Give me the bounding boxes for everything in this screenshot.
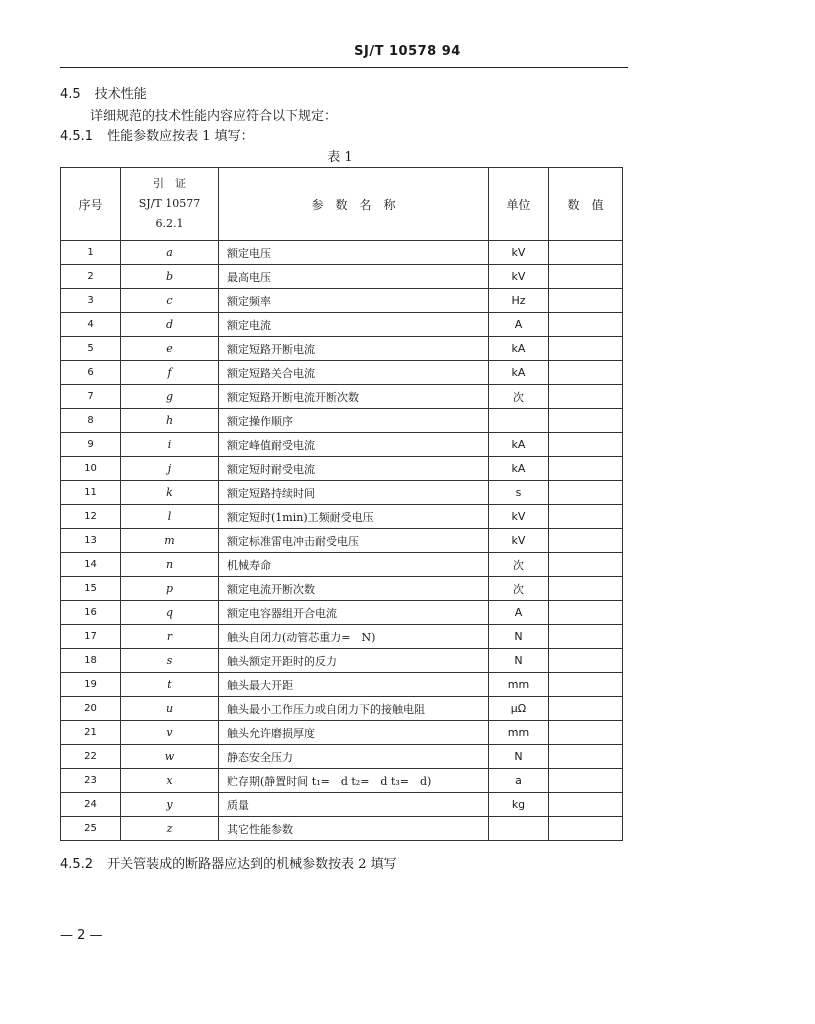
table-row [61,241,623,265]
table-row [61,793,623,817]
row-unit: 次 [489,385,549,409]
section-number: 4.5.2 [60,857,94,872]
row-value [549,241,623,265]
row-reference: e [121,337,219,361]
row-index: 25 [61,817,121,841]
row-unit: kA [489,361,549,385]
row-unit: 次 [489,553,549,577]
row-parameter-name: 静态安全压力 [219,745,489,769]
row-reference: w [121,745,219,769]
row-unit: 次 [489,577,549,601]
row-index: 1 [61,241,121,265]
table-row [61,745,623,769]
row-value [549,769,623,793]
row-index: 21 [61,721,121,745]
row-parameter-name: 触头允许磨损厚度 [219,721,489,745]
row-unit: kV [489,505,549,529]
row-value [549,505,623,529]
header-parameter-name: 参 数 名 称 [219,168,489,241]
table-row [61,673,623,697]
row-unit: kV [489,265,549,289]
row-parameter-name: 额定电压 [219,241,489,265]
row-reference: q [121,601,219,625]
row-value [549,481,623,505]
header-reference-line2: SJ/T 10577 [138,197,201,210]
section-text: 开关管装成的断路器应达到的机械参数按表 2 填写 [107,857,397,872]
row-parameter-name: 最高电压 [219,265,489,289]
row-unit: A [489,601,549,625]
row-reference: g [121,385,219,409]
table-row [61,433,623,457]
row-unit [489,409,549,433]
row-parameter-name: 额定电容器组开合电流 [219,601,489,625]
row-reference: a [121,241,219,265]
row-parameter-name: 触头最小工作压力或自闭力下的接触电阻 [219,697,489,721]
row-value [549,457,623,481]
table-row [61,481,623,505]
row-parameter-name: 额定电流开断次数 [219,577,489,601]
table-row [61,289,623,313]
page-number: — 2 — [60,928,103,943]
row-reference: t [121,673,219,697]
row-parameter-name: 额定短路开断电流 [219,337,489,361]
row-reference: k [121,481,219,505]
table-row [61,265,623,289]
row-index: 9 [61,433,121,457]
row-value [549,553,623,577]
row-value [549,673,623,697]
row-parameter-name: 额定电流 [219,313,489,337]
row-reference: r [121,625,219,649]
row-index: 18 [61,649,121,673]
row-reference: c [121,289,219,313]
section-number: 4.5.1 [60,129,94,144]
row-parameter-name: 质量 [219,793,489,817]
header-index: 序号 [61,168,121,241]
document-code-header: SJ/T 10578 94 [354,44,461,59]
table-header-row [61,168,623,241]
header-unit: 单位 [489,168,549,241]
row-reference: u [121,697,219,721]
row-value [549,649,623,673]
header-value: 数 值 [549,168,623,241]
row-reference: f [121,361,219,385]
row-unit: N [489,649,549,673]
row-value [549,361,623,385]
row-reference: m [121,529,219,553]
row-reference: d [121,313,219,337]
row-unit: kV [489,529,549,553]
table-row [61,505,623,529]
row-index: 3 [61,289,121,313]
section-4-5-1 [60,125,254,144]
section-4-5-2 [60,853,397,872]
row-value [549,697,623,721]
row-parameter-name: 额定短路持续时间 [219,481,489,505]
row-reference: z [121,817,219,841]
row-index: 4 [61,313,121,337]
row-reference: i [121,433,219,457]
table-row [61,721,623,745]
row-reference: s [121,649,219,673]
row-index: 12 [61,505,121,529]
row-parameter-name: 额定操作顺序 [219,409,489,433]
table-row [61,649,623,673]
section-title: 技术性能 [94,87,147,102]
table-row [61,385,623,409]
row-index: 13 [61,529,121,553]
row-unit: N [489,625,549,649]
row-unit: a [489,769,549,793]
row-value [549,793,623,817]
row-reference: b [121,265,219,289]
row-unit [489,817,549,841]
row-value [549,337,623,361]
row-index: 23 [61,769,121,793]
section-text: 性能参数应按表 1 填写： [107,129,254,144]
row-parameter-name: 贮存期(静置时间 t₁= d t₂= d t₃= d) [219,769,489,793]
table-row [61,697,623,721]
row-parameter-name: 额定短时耐受电流 [219,457,489,481]
row-index: 6 [61,361,121,385]
row-parameter-name: 机械寿命 [219,553,489,577]
row-reference: x [121,769,219,793]
row-unit: Hz [489,289,549,313]
row-index: 24 [61,793,121,817]
row-parameter-name: 额定标准雷电冲击耐受电压 [219,529,489,553]
table-row [61,553,623,577]
row-value [549,409,623,433]
table-row [61,337,623,361]
parameters-table [60,167,623,841]
row-value [549,265,623,289]
row-unit: kA [489,337,549,361]
header-rule [60,67,628,68]
table-caption: 表 1 [327,150,353,165]
row-index: 19 [61,673,121,697]
row-index: 7 [61,385,121,409]
row-unit: N [489,745,549,769]
table-row [61,529,623,553]
row-index: 22 [61,745,121,769]
row-index: 2 [61,265,121,289]
row-parameter-name: 额定短路关合电流 [219,361,489,385]
section-4-5-heading [60,83,147,102]
row-index: 14 [61,553,121,577]
row-unit: kA [489,433,549,457]
row-index: 17 [61,625,121,649]
row-index: 8 [61,409,121,433]
row-parameter-name: 其它性能参数 [219,817,489,841]
table-row [61,601,623,625]
row-parameter-name: 触头自闭力(动管芯重力= N) [219,625,489,649]
row-value [549,529,623,553]
row-value [549,625,623,649]
row-reference: p [121,577,219,601]
row-reference: l [121,505,219,529]
table-row [61,577,623,601]
row-value [549,313,623,337]
table-row [61,409,623,433]
row-parameter-name: 触头额定开距时的反力 [219,649,489,673]
row-value [549,433,623,457]
row-unit: kg [489,793,549,817]
row-index: 20 [61,697,121,721]
row-parameter-name: 触头最大开距 [219,673,489,697]
row-unit: mm [489,673,549,697]
row-unit: kA [489,457,549,481]
section-number: 4.5 [60,87,81,102]
row-unit: s [489,481,549,505]
row-value [549,721,623,745]
row-index: 5 [61,337,121,361]
table-row [61,817,623,841]
row-index: 16 [61,601,121,625]
table-row [61,313,623,337]
row-unit: A [489,313,549,337]
header-reference [121,168,219,241]
row-value [549,817,623,841]
header-reference-line1: 引 证 [153,177,186,190]
table-row [61,457,623,481]
header-reference-line3: 6.2.1 [155,217,184,230]
table-row [61,361,623,385]
table-row [61,769,623,793]
row-unit: kV [489,241,549,265]
row-reference: y [121,793,219,817]
row-value [549,745,623,769]
row-parameter-name: 额定短时(1min)工频耐受电压 [219,505,489,529]
row-index: 10 [61,457,121,481]
row-value [549,577,623,601]
row-parameter-name: 额定峰值耐受电流 [219,433,489,457]
row-parameter-name: 额定频率 [219,289,489,313]
intro-paragraph: 详细规范的技术性能内容应符合以下规定： [90,109,338,124]
row-value [549,385,623,409]
row-value [549,601,623,625]
table-row [61,625,623,649]
row-index: 11 [61,481,121,505]
row-index: 15 [61,577,121,601]
row-unit: mm [489,721,549,745]
row-reference: n [121,553,219,577]
row-reference: h [121,409,219,433]
row-value [549,289,623,313]
row-reference: v [121,721,219,745]
row-unit: μΩ [489,697,549,721]
row-parameter-name: 额定短路开断电流开断次数 [219,385,489,409]
row-reference: j [121,457,219,481]
